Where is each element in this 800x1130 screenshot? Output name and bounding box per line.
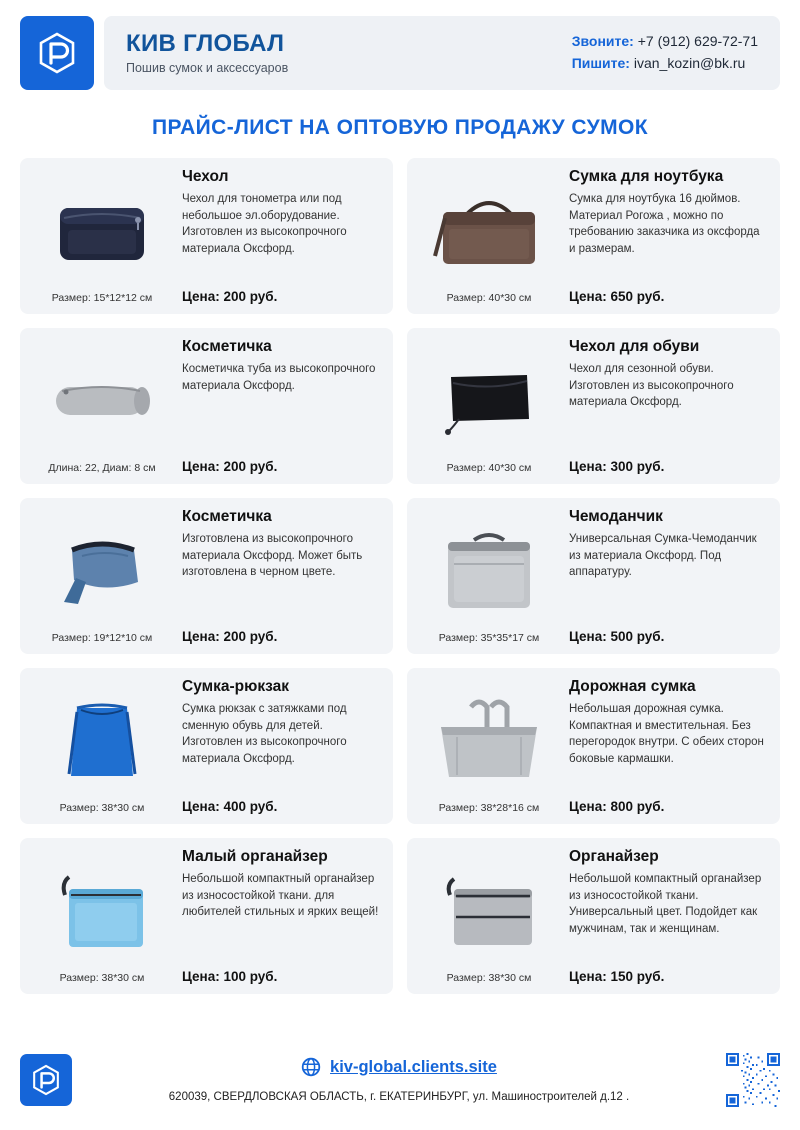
footer-logo [20, 1054, 72, 1106]
image-holder [32, 678, 172, 802]
email-row [572, 53, 758, 75]
company-logo [20, 16, 94, 90]
black-shoe-cover-image [429, 361, 549, 439]
product-description: Изготовлена из высокопрочного материала Оксфорд. Может быть изготовлена в черном цвете. [182, 533, 363, 579]
image-holder [32, 338, 172, 462]
grey-travel-bag-image [427, 693, 551, 787]
product-info [172, 508, 381, 646]
phone-label: Звоните: [571, 33, 634, 50]
product-name: Дорожная сумка [569, 678, 696, 695]
qr-code-icon [726, 1053, 780, 1107]
product-name: Чехол [182, 168, 229, 185]
blue-cosmetic-bag-image [42, 526, 162, 614]
product-size: Размер: 35*35*17 см [438, 632, 540, 644]
product-grid [20, 158, 780, 994]
globe-icon [301, 1057, 321, 1077]
page-title: ПРАЙС-ЛИСТ НА ОПТОВУЮ ПРОДАЖУ СУМОК [152, 116, 648, 139]
image-holder [419, 508, 559, 632]
product-description: Универсальная Сумка-Чемоданчик из материала Оксфорд. Под аппаратуру. [569, 533, 757, 579]
product-image-column [419, 338, 559, 476]
product-info [172, 338, 381, 476]
product-card [407, 668, 780, 824]
product-description: Небольшой компактный органайзер из износостойкой ткани. для любителей стильных и ярких вещей! [182, 873, 379, 919]
product-description: Сумка рюкзак с затяжками под сменную обувь для детей. Изготовлен из высокопрочного материала Оксфорд. [182, 703, 347, 766]
product-info [559, 848, 768, 986]
product-card [20, 158, 393, 314]
product-card [20, 498, 393, 654]
product-image-column [419, 168, 559, 306]
product-price: Цена: 200 руб. [182, 459, 278, 474]
product-price: Цена: 650 руб. [569, 289, 665, 304]
product-info [559, 338, 768, 476]
image-holder [32, 848, 172, 972]
product-image-column [32, 168, 172, 306]
image-holder [419, 338, 559, 462]
company-address: 620039, СВЕРДЛОВСКАЯ ОБЛАСТЬ, г. ЕКАТЕРИНБУРГ, ул. Машиностроителей д.12 . [168, 1091, 630, 1103]
product-image-column [419, 508, 559, 646]
product-info [172, 848, 381, 986]
product-description: Небольшая дорожная сумка. Компактная и вместительная. Без перегородок внутри. С обеих сторон боковые кармашки. [569, 703, 764, 766]
footer-center [72, 1057, 726, 1103]
phone-row [572, 31, 758, 53]
product-price: Цена: 400 руб. [182, 799, 278, 814]
product-image-column [32, 508, 172, 646]
email-value[interactable]: ivan_kozin@bk.ru [633, 55, 746, 71]
product-info [559, 168, 768, 306]
product-size: Размер: 19*12*10 см [51, 632, 153, 644]
product-card [407, 498, 780, 654]
brown-laptop-bag-image [427, 184, 551, 276]
navy-pouch-case-image [42, 186, 162, 274]
product-size: Размер: 38*28*16 см [438, 802, 540, 814]
image-holder [32, 168, 172, 292]
product-card [20, 668, 393, 824]
product-card [407, 838, 780, 994]
product-price: Цена: 200 руб. [182, 629, 278, 644]
product-size: Длина: 22, Диам: 8 см [48, 462, 156, 474]
product-name: Малый органайзер [182, 848, 328, 865]
hexagon-logo-icon [34, 30, 80, 76]
image-holder [419, 848, 559, 972]
page-header [20, 16, 780, 90]
product-size: Размер: 38*30 см [59, 972, 145, 984]
email-label: Пишите: [571, 55, 630, 71]
blue-drawstring-backpack-image [47, 692, 157, 788]
product-name: Органайзер [569, 848, 659, 865]
product-price: Цена: 100 руб. [182, 969, 278, 984]
product-price: Цена: 150 руб. [569, 969, 665, 984]
product-info [559, 678, 768, 816]
brand-name: КИВ ГЛОБАЛ [126, 29, 285, 57]
product-price: Цена: 800 руб. [569, 799, 665, 814]
product-size: Размер: 38*30 см [446, 972, 532, 984]
product-price: Цена: 200 руб. [182, 289, 278, 304]
product-card [20, 328, 393, 484]
product-size: Размер: 38*30 см [59, 802, 145, 814]
product-description: Сумка для ноутбука 16 дюймов. Материал Рогожа , можно по требованию заказчика из оксфорда и размерам. [569, 193, 760, 256]
product-image-column [32, 848, 172, 986]
product-name: Косметичка [182, 338, 272, 355]
product-info [559, 508, 768, 646]
brand-subtitle: Пошив сумок и аксессуаров [126, 61, 289, 76]
product-image-column [419, 678, 559, 816]
grey-organizer-image [430, 863, 548, 957]
product-description: Чехол для сезонной обуви. Изготовлен из высокопрочного материала Оксфорд. [569, 363, 734, 409]
image-holder [419, 168, 559, 292]
product-card [407, 328, 780, 484]
product-name: Сумка-рюкзак [182, 678, 289, 695]
product-description: Чехол для тонометра или под небольшое эл.оборудование. Изготовлен из высокопрочного материала Оксфорд. [182, 193, 347, 256]
image-holder [32, 508, 172, 632]
product-name: Чехол для обуви [569, 338, 700, 355]
product-description: Косметичка туба из высокопрочного материала Оксфорд. [182, 363, 376, 392]
product-name: Сумка для ноутбука [569, 168, 724, 185]
product-price: Цена: 500 руб. [569, 629, 665, 644]
product-card [20, 838, 393, 994]
page-footer [20, 1042, 780, 1118]
product-size: Размер: 15*12*12 см [51, 292, 153, 304]
product-image-column [32, 338, 172, 476]
product-price: Цена: 300 руб. [569, 459, 665, 474]
product-name: Чемоданчик [569, 508, 663, 525]
hexagon-logo-icon [29, 1063, 63, 1097]
product-size: Размер: 40*30 см [446, 462, 532, 474]
light-blue-organizer-image [43, 863, 161, 957]
product-info [172, 678, 381, 816]
header-bar [104, 16, 780, 90]
website-link[interactable]: kiv-global.clients.site [330, 1057, 497, 1076]
product-card [407, 158, 780, 314]
product-size: Размер: 40*30 см [446, 292, 532, 304]
product-description: Небольшой компактный органайзер из износостойкой ткани. Универсальный цвет. Подойдет как мужчинам, так и женщинам. [569, 873, 762, 936]
product-info [172, 168, 381, 306]
product-name: Косметичка [182, 508, 272, 525]
contacts-block [572, 31, 758, 74]
brand-block [126, 31, 572, 75]
phone-value[interactable]: +7 (912) 629-72-71 [637, 33, 758, 50]
image-holder [419, 678, 559, 802]
grey-suitcase-bag-image [430, 524, 548, 616]
site-line [301, 1057, 497, 1077]
product-image-column [32, 678, 172, 816]
product-image-column [419, 848, 559, 986]
grey-tube-cosmetic-bag-image [40, 365, 164, 435]
